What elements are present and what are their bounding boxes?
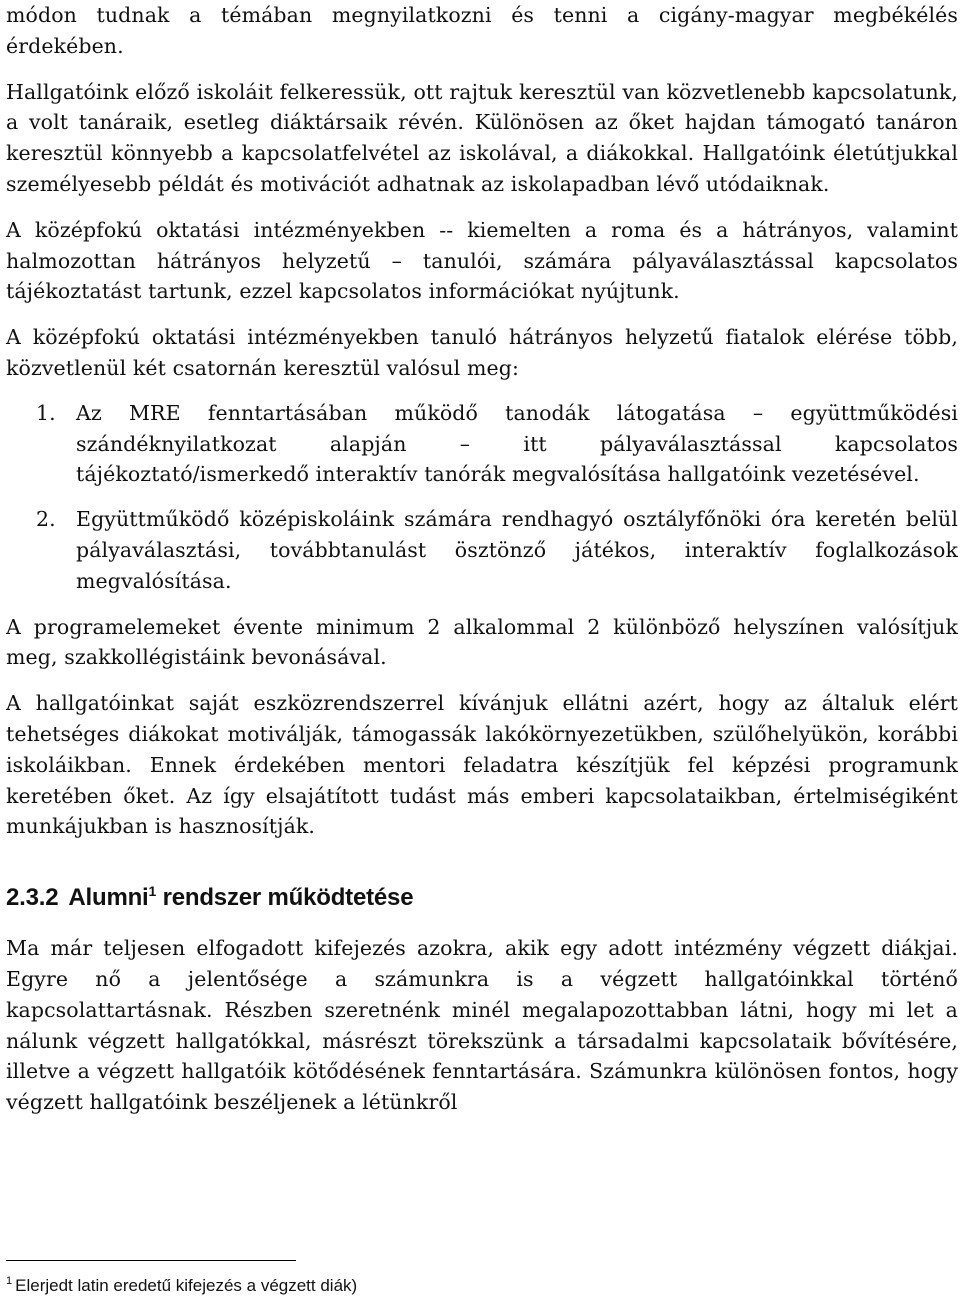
section-title-rest: rendszer működtetése [156,884,414,912]
footnote-text: Elerjedt latin eredetű kifejezés a végzett diák) [15,1276,358,1295]
section-heading [6,883,958,913]
paragraph-intro-continuation: módon tudnak a témában megnyilatkozni és tenni a cigány-magyar megbékélés érdekében. [6,3,958,58]
footnote [6,1275,357,1297]
paragraph-channels: A középfokú oktatási intézményekben tanuló hátrányos helyzetű fiatalok elérése több, közvetlenül két csatornán keresztül valósul meg: [6,325,958,380]
footnote-separator [6,1260,296,1261]
list-item-text: Együttműködő középiskoláink számára rendhagyó osztályfőnöki óra keretén belül pályaválasztási, továbbtanulást ösztönző játékos, interaktív foglalkozások megvalósítása. [76,507,958,593]
list-item-text: Az MRE fenntartásában működő tanodák látogatása – együttműködési szándéknyilatkozat alapján – itt pályaválasztással kapcsolatos tájékoztató/ismerkedő interaktív tanórák megvalósítása hallgatóink vezetésével. [76,400,958,487]
paragraph-career-guidance: A középfokú oktatási intézményekben -- kiemelten a roma és a hátrányos, valamint halmozottan hátrányos helyzetű – tanulói, számára pályaválasztással kapcsolatos tájékoztatást tartunk, ezzel kapcsolatos információkat nyújtunk. [6,217,958,304]
paragraph-former-schools: Hallgatóink előző iskoláit felkeressük, ott rajtuk keresztül van közvetlenebb kapcsolatunk, a volt tanáraik, esetleg diáktársaik révén. Különösen az őket hajdan támogató tanáron keresztül könnyebb a kapcsolatfelvétel az iskolával, a diákokkal. Hallgatóink életútjukkal személyesebb példát és motivációt adhatnak az iskolapadban lévő utódaiknak. [6,79,958,196]
section-title: Alumni [68,884,149,912]
paragraph-program-elements: A programelemeket évente minimum 2 alkalommal 2 különböző helyszínen valósítjuk meg, szakkollégistáink bevonásával. [6,614,958,670]
footnote-reference: 1 [148,883,157,900]
list-item [6,398,958,490]
list-item [6,504,958,596]
list-item-number: 2. [36,507,56,532]
list-item-number: 1. [36,400,56,425]
paragraph-alumni: Ma már teljesen elfogadott kifejezés azokra, akik egy adott intézmény végzett diákjai. Egyre nő a jelentősége a számunkra is a végzett hallgatóinkkal történő kapcsolattartásnak. Részben szeretnénk minél megalapozottabban látni, hogy mi let a nálunk végzett hallgatókkal, másrészt törekszünk a társadalmi kapcsolataik bővítésére, illetve a végzett hallgatóik kötődésének fenntartására. Számunkra különösen fontos, hogy végzett hallgatóink beszéljenek a létünkről [6,936,958,1115]
footnote-number: 1 [6,1275,13,1288]
paragraph-mentoring: A hallgatóinkat saját eszközrendszerrel kívánjuk ellátni azért, hogy az általuk elért tehetséges diákokat motiválják, támogassák lakókörnyezetükben, szülőhelyükön, korábbi iskoláikban. Ennek érdekében mentori feladatra készítjük fel képzési programunk keretében őket. Az így elsajátított tudást más emberi kapcsolataikban, értelmiségiként munkájukban is hasznosítják. [6,691,958,839]
section-number: 2.3.2 [6,884,59,912]
document-page [6,0,958,1118]
